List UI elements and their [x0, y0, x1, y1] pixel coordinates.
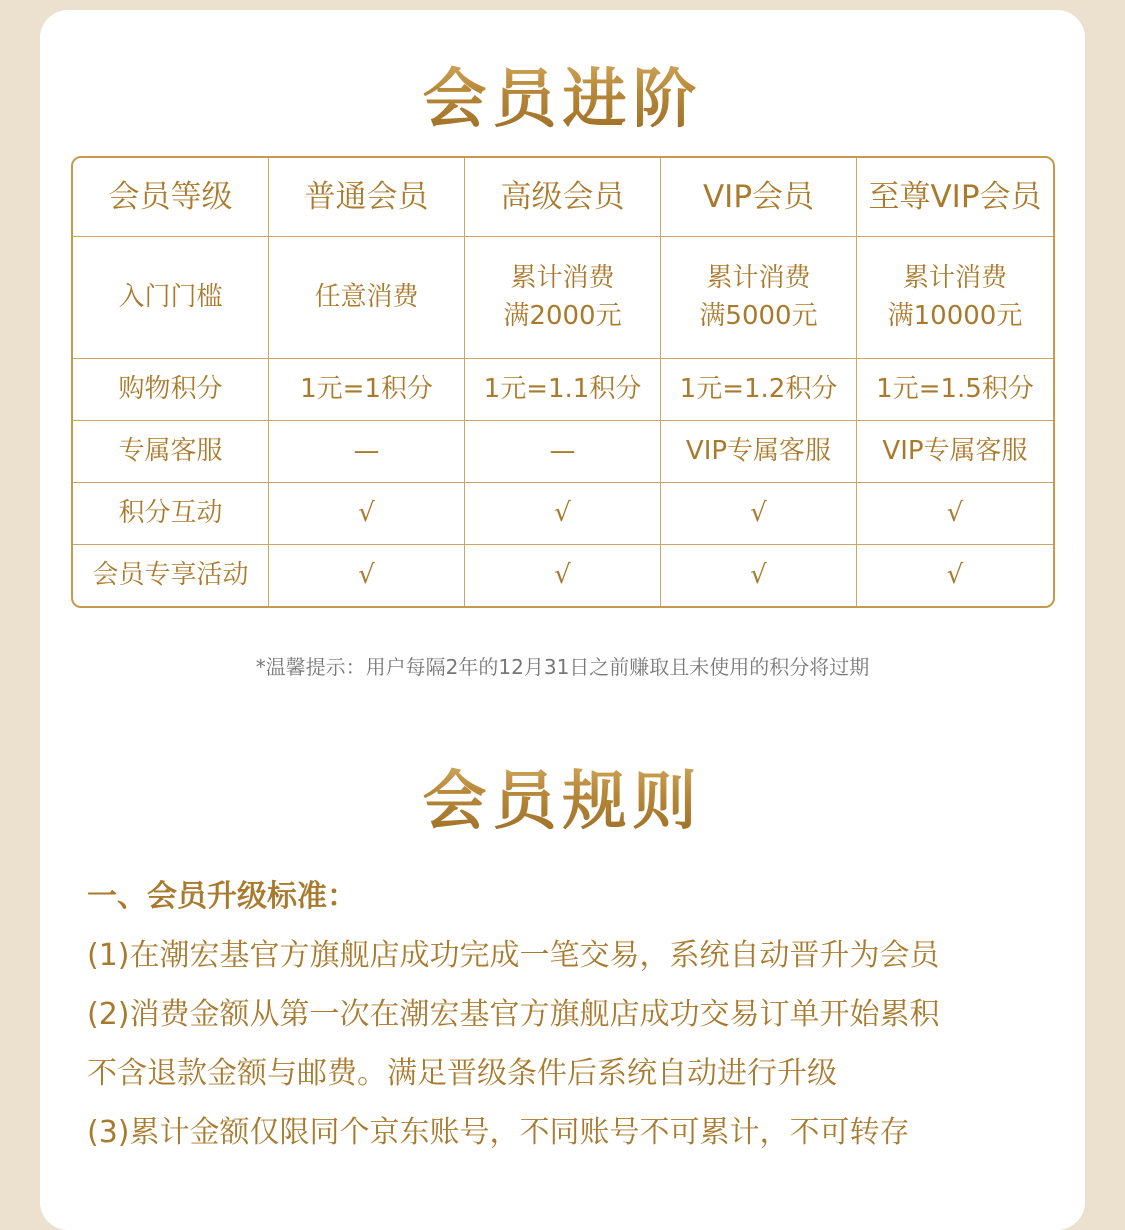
- header-cell-vip: VIP会员: [661, 158, 857, 237]
- table-cell: 1元=1.1积分: [465, 359, 661, 421]
- table-cell: 1元=1.2积分: [661, 359, 857, 421]
- row-label-points: 购物积分: [73, 359, 269, 421]
- check-mark-icon: √: [465, 545, 661, 606]
- check-mark-icon: √: [465, 483, 661, 545]
- section-title-advance: 会员进阶: [40, 48, 1085, 140]
- table-cell: VIP专属客服: [661, 421, 857, 483]
- table-row-exclusive-events: [73, 545, 1053, 606]
- header-cell-level: 会员等级: [73, 158, 269, 237]
- table-row-service: [73, 421, 1053, 483]
- check-mark-icon: √: [661, 483, 857, 545]
- section-title-rules: 会员规则: [40, 750, 1085, 842]
- check-mark-icon: √: [661, 545, 857, 606]
- table-cell: —: [269, 421, 465, 483]
- rules-heading: 一、会员升级标准：: [87, 879, 357, 914]
- threshold-cell-normal: [269, 237, 465, 359]
- check-mark-icon: √: [269, 483, 465, 545]
- table-cell: 1元=1积分: [269, 359, 465, 421]
- check-mark-icon: √: [946, 559, 964, 590]
- row-label-threshold: 入门门槛: [73, 237, 269, 359]
- threshold-text: 累计消费: [706, 262, 811, 293]
- rule-line: (2)消费金额从第一次在潮宏基官方旗舰店成功交易订单开始累积: [87, 997, 940, 1032]
- threshold-cell-supreme-vip: [857, 237, 1053, 359]
- header-cell-senior: 高级会员: [465, 158, 661, 237]
- rules-block: [87, 868, 1067, 1162]
- table-cell: 1元=1.5积分: [857, 359, 1053, 421]
- table-row-points-interaction: [73, 483, 1053, 545]
- table-row-points: [73, 359, 1053, 421]
- threshold-text: 累计消费: [902, 262, 1007, 293]
- table-cell: VIP专属客服: [857, 421, 1053, 483]
- threshold-cell-vip: [661, 237, 857, 359]
- rule-line: (3)累计金额仅限同个京东账号，不同账号不可累计，不可转存: [87, 1115, 910, 1150]
- row-label-points-interaction: 积分互动: [73, 483, 269, 545]
- threshold-text: 累计消费: [510, 262, 615, 293]
- row-label-exclusive-events: 会员专享活动: [73, 545, 269, 606]
- table-cell: —: [465, 421, 661, 483]
- threshold-text: 任意消费: [314, 281, 419, 312]
- table-header-row: [73, 158, 1053, 237]
- row-label-service: 专属客服: [73, 421, 269, 483]
- membership-card: [40, 10, 1085, 1230]
- check-mark-icon: √: [269, 545, 465, 606]
- header-cell-supreme-vip: 至尊VIP会员: [857, 158, 1053, 237]
- table-row-threshold: [73, 237, 1053, 359]
- membership-levels-table: [71, 156, 1055, 608]
- rule-line: (1)在潮宏基官方旗舰店成功完成一笔交易，系统自动晋升为会员: [87, 938, 940, 973]
- check-mark-icon: √: [857, 483, 1053, 545]
- points-expiry-tip: *温馨提示：用户每隔2年的12月31日之前赚取且未使用的积分将过期: [255, 655, 870, 679]
- threshold-cell-senior: [465, 237, 661, 359]
- threshold-amount: 满10000元: [887, 300, 1023, 331]
- threshold-amount: 满2000元: [503, 300, 622, 331]
- threshold-amount: 满5000元: [699, 300, 818, 331]
- rule-line: 不含退款金额与邮费。满足晋级条件后系统自动进行升级: [87, 1056, 837, 1091]
- header-cell-normal: 普通会员: [269, 158, 465, 237]
